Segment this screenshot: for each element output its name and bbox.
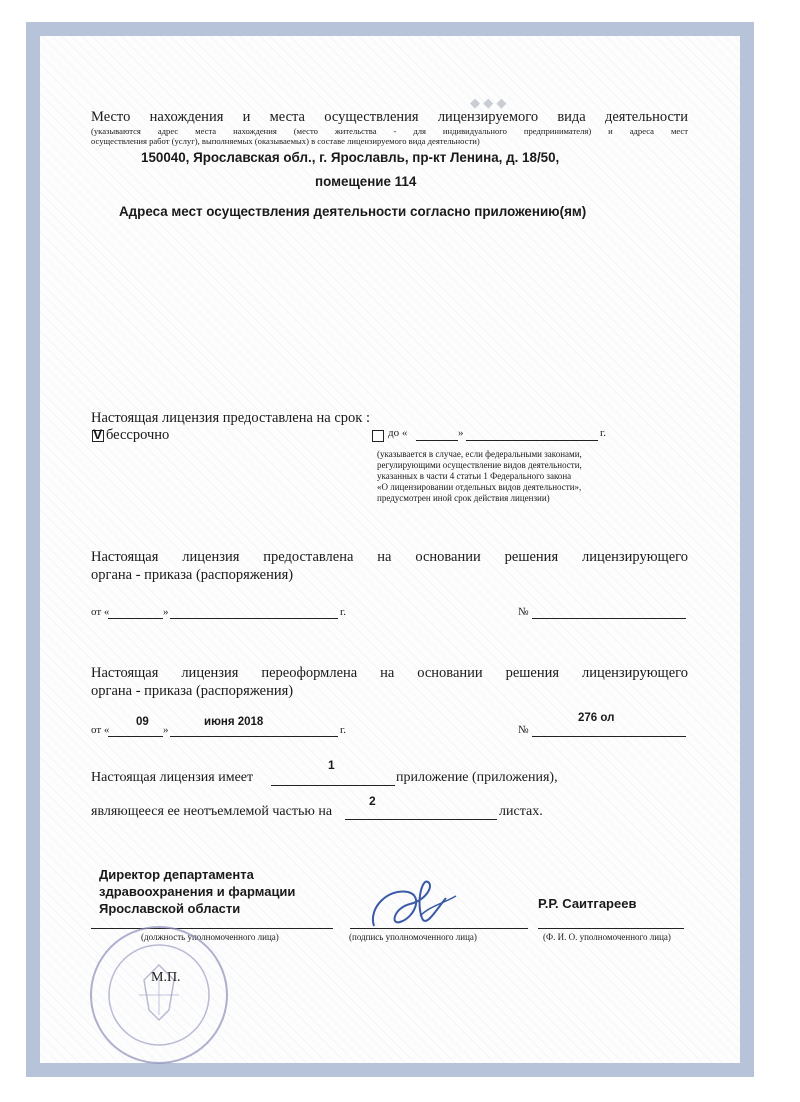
reissued-from: от « <box>91 724 110 736</box>
document-page <box>44 40 756 1060</box>
place-note-2: осуществления работ (услуг), выполняемых (оказываемых) в составе лицензируемого вида деятельности) <box>91 136 480 146</box>
address-line-1: 150040, Ярославская обл., г. Ярославль, пр-кт Ленина, д. 18/50, <box>141 150 560 165</box>
term-note-3: указанных в части 4 статьи 1 Федерального закона <box>377 471 572 481</box>
reissued-day-line <box>108 736 163 737</box>
caption-name: (Ф. И. О. уполномоченного лица) <box>543 932 671 942</box>
term-note-2: регулирующими осуществление видов деятельности, <box>377 460 582 470</box>
official-seal-stamp <box>84 920 234 1070</box>
official-title-2: здравоохранения и фармации <box>99 884 296 899</box>
term-heading: Настоящая лицензия предоставлена на срок : <box>91 410 370 426</box>
reissued-line-1: Настоящая лицензия переоформлена на основании решения лицензирующего <box>91 665 688 681</box>
reissued-month-year: июня 2018 <box>204 716 264 728</box>
term-until-mid: » <box>458 427 464 439</box>
term-note-1: (указывается в случае, если федеральными законами, <box>377 449 582 459</box>
official-name: Р.Р. Саитгареев <box>538 896 637 911</box>
granted-day-line <box>108 618 163 619</box>
granted-number-line <box>532 618 686 619</box>
reissued-mid: » <box>163 724 169 736</box>
until-date-checkbox[interactable] <box>372 430 384 442</box>
official-title-1: Директор департамента <box>99 867 254 882</box>
granted-number-sign: № <box>518 606 529 618</box>
reissued-day: 09 <box>136 716 149 728</box>
granted-year: г. <box>340 606 347 618</box>
caption-signature: (подпись уполномоченного лица) <box>349 932 477 942</box>
check-mark-icon: V <box>93 426 103 442</box>
official-title-3: Ярославской области <box>99 901 241 916</box>
granted-mid: » <box>163 606 169 618</box>
annex-count: 1 <box>328 758 335 772</box>
term-until-month-line <box>466 440 598 441</box>
annex-suffix: приложение (приложения), <box>396 770 558 785</box>
term-until-day-line <box>416 440 458 441</box>
reissued-number-sign: № <box>518 724 529 736</box>
reissued-number-line <box>532 736 686 737</box>
caption-position: (должность уполномоченного лица) <box>141 932 279 942</box>
place-note-1: (указываются адрес места нахождения (место жительства - для индивидуального предпринимателя) и адреса мест <box>91 126 688 136</box>
address-line-2: помещение 114 <box>315 174 417 189</box>
reissued-number: 276 ол <box>578 712 615 724</box>
bleed-through-watermark: ◆ ◆ ◆ <box>470 95 507 110</box>
annex-text: Настоящая лицензия имеет <box>91 770 254 785</box>
sheets-count: 2 <box>369 794 376 808</box>
addresses-annex: Адреса мест осуществления деятельности согласно приложению(ям) <box>119 204 587 219</box>
handwritten-signature <box>364 878 464 938</box>
place-heading: Место нахождения и места осуществления лицензируемого вида деятельности <box>91 109 688 125</box>
granted-month-line <box>170 618 338 619</box>
term-until-prefix: до « <box>388 427 408 439</box>
term-indefinite-label: бессрочно <box>106 427 170 443</box>
indefinite-checkbox[interactable] <box>92 426 104 442</box>
granted-line-2: органа - приказа (распоряжения) <box>91 567 294 583</box>
term-note-5: предусмотрен иной срок действия лицензии) <box>377 493 550 503</box>
reissued-year: г. <box>340 724 347 736</box>
reissued-month-line <box>170 736 338 737</box>
term-note-4: «О лицензировании отдельных видов деятельности», <box>377 482 582 492</box>
sheets-text: являющееся ее неотъемлемой частью на <box>91 804 333 819</box>
granted-line-1: Настоящая лицензия предоставлена на основании решения лицензирующего <box>91 549 688 565</box>
term-until-suffix: г. <box>600 427 607 439</box>
reissued-line-2: органа - приказа (распоряжения) <box>91 683 294 699</box>
granted-from: от « <box>91 606 110 618</box>
sheets-count-line <box>345 819 497 820</box>
sheets-suffix: листах. <box>499 804 543 819</box>
seal-place-label: М.П. <box>151 970 181 985</box>
annex-count-line <box>271 785 395 786</box>
name-line <box>538 928 684 929</box>
